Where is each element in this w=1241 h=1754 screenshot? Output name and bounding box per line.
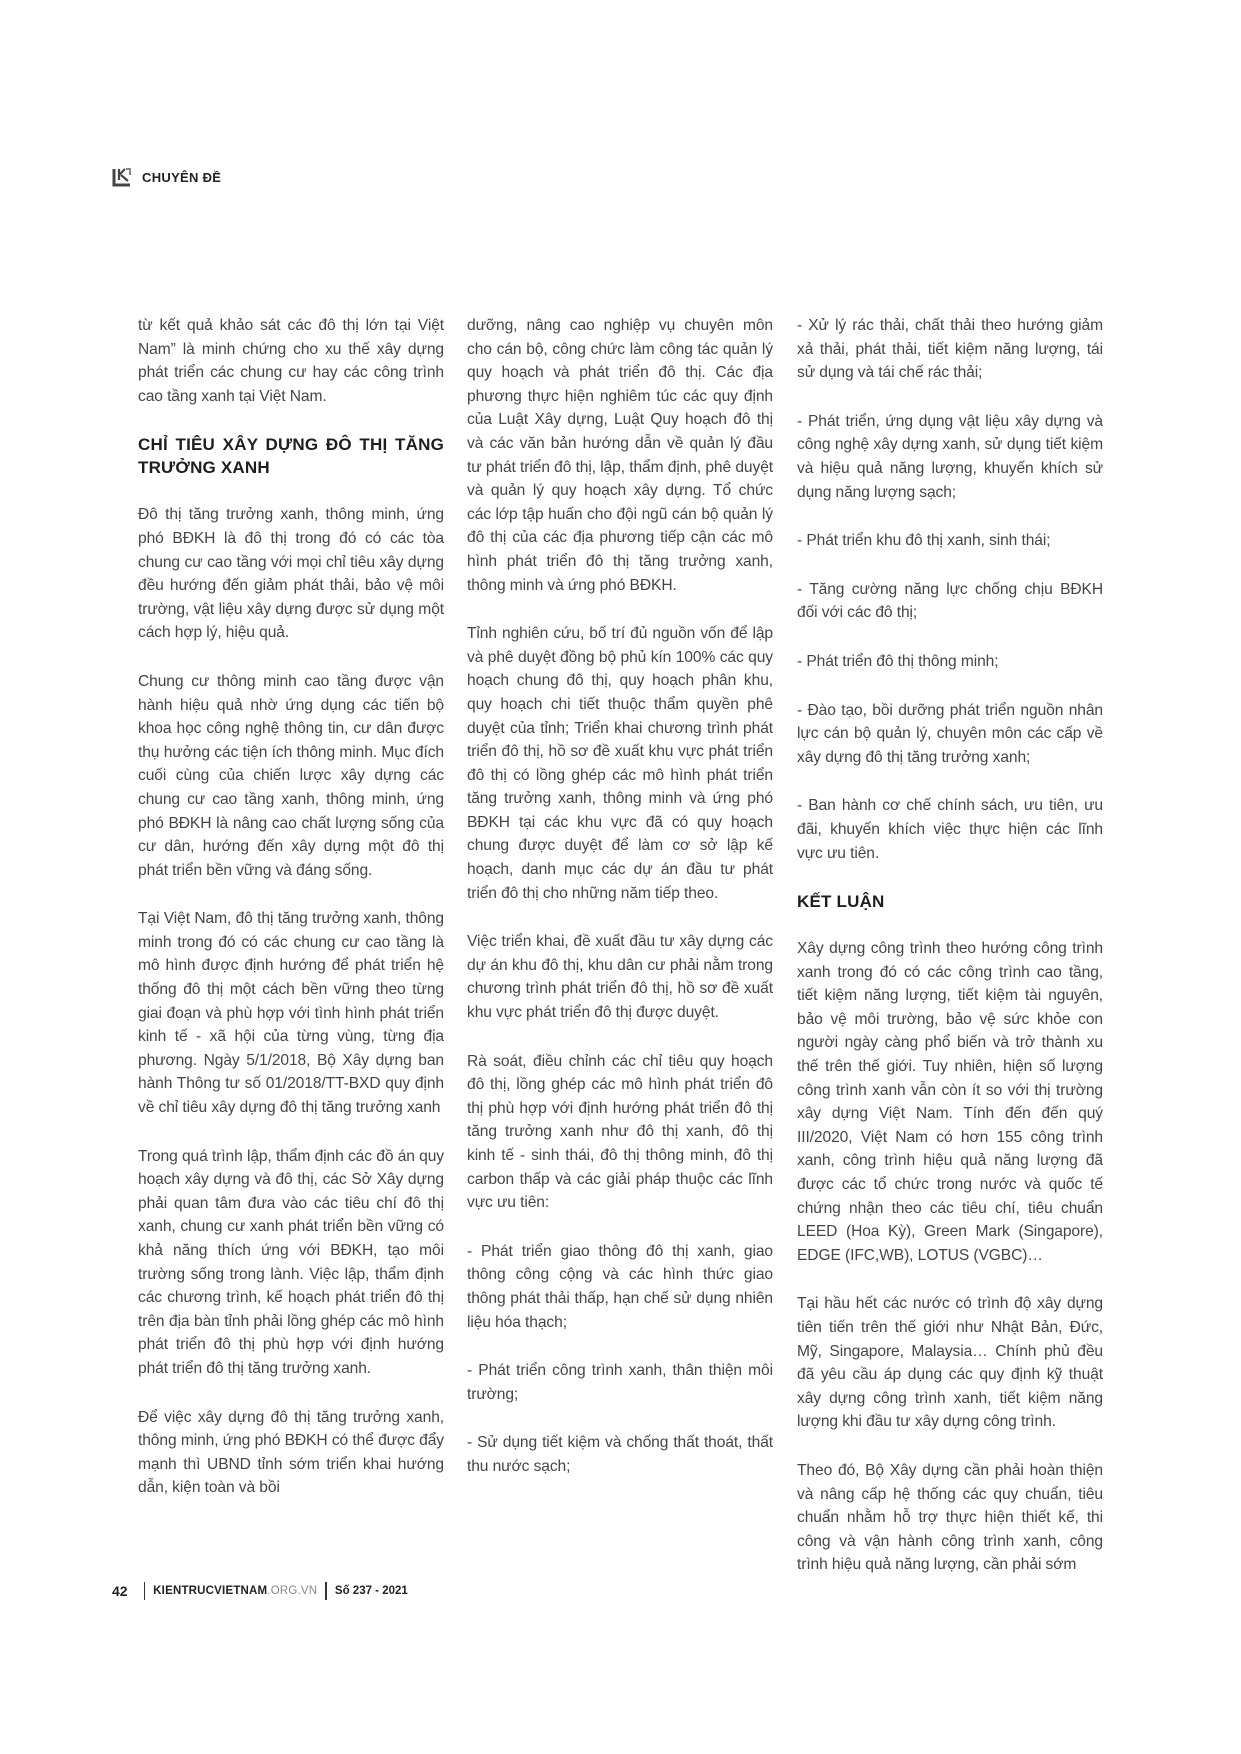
paragraph: - Xử lý rác thải, chất thải theo hướng giảm xả thải, phát thải, tiết kiệm năng lượng, tái sử dụng và tái chế rác thải; xyxy=(797,317,1103,382)
paragraph: - Phát triển giao thông đô thị xanh, giao thông công cộng và các hình thức giao thông phát thải thấp, hạn chế sử dụng nhiên liệu hóa thạch; xyxy=(467,1242,773,1331)
site-domain: .ORG.VN xyxy=(267,1585,318,1597)
section-heading: CHỈ TIÊU XÂY DỰNG ĐÔ THỊ TĂNG TRƯỞNG XANH xyxy=(138,435,444,478)
paragraph: - Ban hành cơ chế chính sách, ưu tiên, ưu đãi, khuyến khích việc thực hiện các lĩnh vực ưu tiên. xyxy=(797,797,1103,862)
page-number: 42 xyxy=(112,1583,128,1599)
paragraph: - Phát triển công trình xanh, thân thiện môi trường; xyxy=(467,1362,773,1403)
article-column-1 xyxy=(138,314,444,1525)
paragraph: Đô thị tăng trưởng xanh, thông minh, ứng phó BĐKH là đô thị trong đó có các tòa chung cư cao tầng với mọi chỉ tiêu xây dựng đều hướng đến giảm phát thải, bảo vệ môi trường, vật liệu xây dựng được sử dụng một cách hợp lý, hiệu quả. xyxy=(138,506,444,642)
page-header xyxy=(112,166,221,188)
section-heading: KẾT LUẬN xyxy=(797,892,885,912)
site-name: KIENTRUCVIETNAM xyxy=(153,1585,268,1597)
article-column-2 xyxy=(467,314,773,1504)
article-column-3 xyxy=(797,314,1103,1602)
paragraph: Tỉnh nghiên cứu, bố trí đủ nguồn vốn để lập và phê duyệt đồng bộ phủ kín 100% các quy hoạch chung đô thị, quy hoạch phân khu, quy hoạch chi tiết thuộc thẩm quyền phê duyệt của tỉnh; Triển khai chương trình phát triển đô thị, hồ sơ đề xuất khu vực phát triển đô thị có lồng ghép các mô hình phát triển tăng trưởng xanh, thông minh và ứng phó BĐKH tại các khu vực đã có quy hoạch chung được duyệt để làm cơ sở lập kế hoạch, danh mục các dự án đầu tư phát triển đô thị cho những năm tiếp theo. xyxy=(467,625,773,902)
paragraph: dưỡng, nâng cao nghiệp vụ chuyên môn cho cán bộ, công chức làm công tác quản lý quy hoạch và phát triển đô thị. Các địa phương thực hiện nghiêm túc các quy định của Luật Xây dựng, Luật Quy hoạch đô thị và các văn bản hướng dẫn về quản lý đầu tư phát triển đô thị, lập, thẩm định, phê duyệt và quản lý quy hoạch xây dựng. Tổ chức các lớp tập huấn cho đội ngũ cán bộ quản lý đô thị của các địa phương tiếp cận các mô hình phát triển đô thị tăng trưởng xanh, thông minh và ứng phó BĐKH. xyxy=(467,317,773,594)
paragraph: từ kết quả khảo sát các đô thị lớn tại Việt Nam” là minh chứng cho xu thế xây dựng phát triển các chung cư hay các công trình cao tầng xanh tại Việt Nam. xyxy=(138,317,444,405)
kt-logo-icon xyxy=(112,167,132,187)
paragraph: Chung cư thông minh cao tầng được vận hành hiệu quả nhờ ứng dụng các tiến bộ khoa học công nghệ thông tin, cư dân được thụ hưởng các tiện ích thông minh. Mục đích cuối cùng của chiến lược xây dựng các chung cư cao tầng xanh, thông minh, ứng phó BĐKH là nâng cao chất lượng sống của cư dân, hướng đến xây dựng một đô thị phát triển bền vững và đáng sống. xyxy=(138,672,444,879)
paragraph: - Phát triển đô thị thông minh; xyxy=(797,652,999,670)
paragraph: Rà soát, điều chỉnh các chỉ tiêu quy hoạch đô thị, lồng ghép các mô hình phát triển đô thị phù hợp với định hướng phát triển đô thị tăng trưởng xanh như đô thị xanh, đô thị kinh tế - sinh thái, đô thị thông minh, đô thị carbon thấp và các giải pháp thuộc các lĩnh vực ưu tiên: xyxy=(467,1052,773,1212)
paragraph: - Tăng cường năng lực chống chịu BĐKH đối với các đô thị; xyxy=(797,580,1103,622)
paragraph: Xây dựng công trình theo hướng công trình xanh trong đó có các công trình cao tầng, tiết kiệm năng lượng, tiết kiệm tài nguyên, bảo vệ môi trường, bảo vệ sức khỏe con người ngày càng phổ biến và trở thành xu thế trên thế giới. Tuy nhiên, hiện số lượng công trình xanh vẫn còn ít so với thị trường xây dựng Việt Nam. Tính đến đến quý III/2020, Việt Nam có hơn 155 công trình xanh, công trình hiệu quả năng lượng đã được các tổ chức trong nước và quốc tế chứng nhận theo các tiêu chí, tiêu chuẩn LEED (Hoa Kỳ), Green Mark (Singapore), EDGE (IFC,WB), LOTUS (VGBC)… xyxy=(797,940,1103,1264)
paragraph: - Sử dụng tiết kiệm và chống thất thoát, thất thu nước sạch; xyxy=(467,1434,773,1475)
paragraph: - Đào tạo, bồi dưỡng phát triển nguồn nhân lực cán bộ quản lý, chuyên môn các cấp về xây dựng đô thị tăng trưởng xanh; xyxy=(797,701,1103,766)
page-footer xyxy=(112,1580,408,1602)
footer-divider xyxy=(144,1582,146,1600)
footer-divider xyxy=(325,1582,327,1600)
paragraph: Việc triển khai, đề xuất đầu tư xây dựng các dự án khu đô thị, khu dân cư phải nằm trong chương trình phát triển đô thị, hồ sơ đề xuất khu vực phát triển đô thị được duyệt. xyxy=(467,933,773,1022)
paragraph: - Phát triển khu đô thị xanh, sinh thái; xyxy=(797,532,1051,550)
paragraph: Trong quá trình lập, thẩm định các đồ án quy hoạch xây dựng và đô thị, các Sở Xây dựng phải quan tâm đưa vào các tiêu chí đô thị xanh, chung cư xanh phát triển bền vững có khả năng thích ứng với BĐKH, tạo môi trường sống trong lành. Việc lập, thẩm định các chương trình, kế hoạch phát triển đô thị trên địa bàn tỉnh phải lồng ghép các mô hình phát triển đô thị phù hợp với định hướng phát triển đô thị tăng trưởng xanh. xyxy=(138,1147,444,1377)
paragraph: Tại Việt Nam, đô thị tăng trưởng xanh, thông minh trong đó có các chung cư cao tầng là mô hình được định hướng để phát triển hệ thống đô thị một cách bền vững theo từng giai đoạn và phù hợp với tình hình phát triển kinh tế - xã hội của từng vùng, từng địa phương. Ngày 5/1/2018, Bộ Xây dựng ban hành Thông tư số 01/2018/TT-BXD quy định về chỉ tiêu xây dựng đô thị tăng trưởng xanh xyxy=(138,910,444,1117)
paragraph: - Phát triển, ứng dụng vật liệu xây dựng và công nghệ xây dựng xanh, sử dụng tiết kiệm và hiệu quả năng lượng, khuyến khích sử dụng năng lượng sạch; xyxy=(797,412,1103,501)
paragraph: Theo đó, Bộ Xây dựng cần phải hoàn thiện và nâng cấp hệ thống các quy chuẩn, tiêu chuẩn nhằm hỗ trợ thực hiện thiết kế, thi công và vận hành công trình xanh, công trình hiệu quả năng lượng, cần phải sớm xyxy=(797,1461,1103,1574)
paragraph: Để việc xây dựng đô thị tăng trưởng xanh, thông minh, ứng phó BĐKH có thể được đẩy mạnh thì UBND tỉnh sớm triển khai hướng dẫn, kiện toàn và bồi xyxy=(138,1408,444,1497)
section-label: CHUYÊN ĐỀ xyxy=(142,169,222,185)
issue-number: Số 237 - 2021 xyxy=(334,1585,408,1597)
paragraph: Tại hầu hết các nước có trình độ xây dựng tiên tiến trên thế giới như Nhật Bản, Đức, Mỹ, Singapore, Malaysia… Chính phủ đều đã yêu cầu áp dụng các quy định kỹ thuật xây dựng công trình xanh, tiết kiệm năng lượng khi đầu tư xây dựng công trình. xyxy=(797,1295,1103,1431)
